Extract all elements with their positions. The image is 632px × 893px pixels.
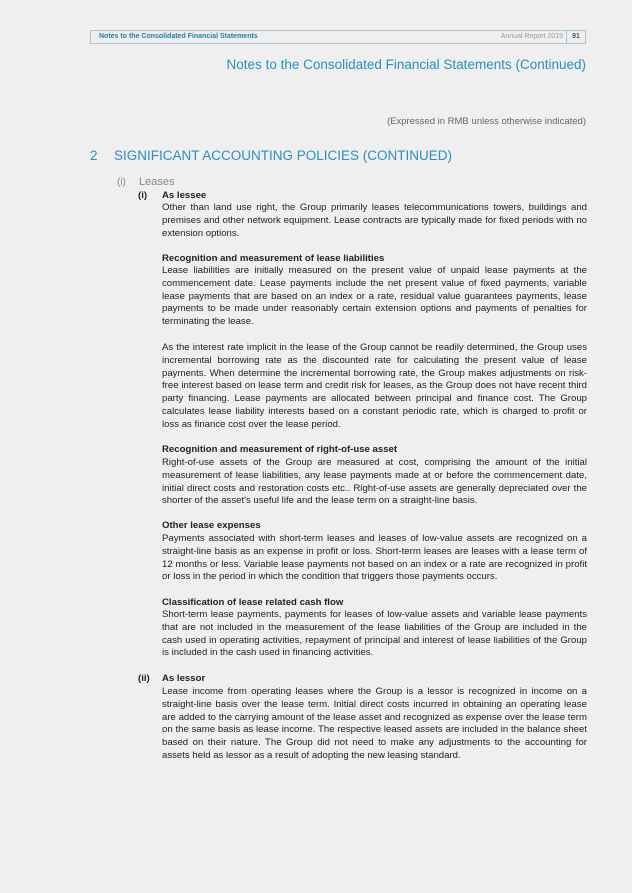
section-title: SIGNIFICANT ACCOUNTING POLICIES (CONTINUED) — [114, 148, 453, 163]
subsection-heading — [117, 176, 174, 188]
paragraph: Right-of-use assets of the Group are measured at cost, comprising the amount of the initial measurement of lease liabilities, any lease payments made at or before the commencement date, initial direct costs and restoration costs etc.. Right-of-use assets are generally depreciated over the shorter of the asset's useful life and the lease term on a straight-line basis. — [162, 457, 587, 507]
lessor-title: As lessor — [162, 673, 206, 684]
lessee-title: As lessee — [162, 190, 207, 201]
subheading: Classification of lease related cash flow — [162, 597, 344, 608]
paragraph: Lease liabilities are initially measured on the present value of unpaid lease payments at the commencement date. Lease payments include the net present value of fixed payments, variable lease payments that are based on an index or a rate, residual value guarantees payments, lease payments to be made under reasonably certain extension options and payments of penalties for terminating the lease. — [162, 265, 587, 328]
subheading: Recognition and measurement of right-of-use asset — [162, 444, 398, 455]
header-report: Annual Report 2019 — [500, 33, 563, 40]
currency-note: (Expressed in RMB unless otherwise indicated) — [386, 116, 586, 127]
page-number: 91 — [566, 31, 585, 43]
running-header — [90, 30, 586, 44]
paragraph: Short-term lease payments, payments for leases of low-value assets and variable lease payments that are not included in the measurement of the lease liabilities of the Group are included in the cash used in operating activities, repayment of principal and interest of lease liabilities of the Group is included in the cash used in financing activities. — [162, 609, 587, 659]
paragraph: Payments associated with short-term leases and leases of low-value assets are recognized on a straight-line basis as an expense in profit or loss. Short-term leases are leases with a lease term of 12 months or less. Variable lease payments not based on an index or a rate are recognized in profit or loss in the period in which the condition that triggers those payments occurs. — [162, 533, 587, 583]
paragraph: As the interest rate implicit in the lease of the Group cannot be readily determined, the Group uses incremental borrowing rate as the discounted rate for calculating the present value of lease payments. When determine the incremental borrowing rate, the Group makes adjustments on risk-free interest based on lease term and credit risk for leases, as the Group does not have recent third party financing. Lease payments are allocated between principal and finance cost. The Group calculates lease liability interests based on a constant periodic rate, which is charged to profit or loss as finance cost over the lease period. — [162, 342, 587, 430]
subheading: Recognition and measurement of lease liabilities — [162, 253, 385, 264]
paragraph: Lease income from operating leases where the Group is a lessor is recognized in income on a straight-line basis over the lease term. Initial direct costs incurred in obtaining an operating lease are added to the carrying amount of the lease asset and recognized as expense over the lease term on the same basis as lease income. The respective leased assets are included in the balance sheet based on their nature. The Group did not need to make any adjustments to the accounting for assets held as lessor as a result of adopting the new leasing standard. — [162, 686, 587, 761]
lessor-number: (ii) — [138, 673, 150, 684]
subheading: Other lease expenses — [162, 520, 261, 531]
subsection-number: (i) — [117, 177, 126, 188]
subsection-title: Leases — [139, 176, 175, 188]
section-heading — [90, 148, 452, 163]
header-section: Notes to the Consolidated Financial Statements — [99, 33, 258, 40]
section-number: 2 — [90, 148, 98, 163]
page-title: Notes to the Consolidated Financial Statements (Continued) — [226, 57, 586, 72]
paragraph: Other than land use right, the Group primarily leases telecommunications towers, buildings and premises and other network equipment. Lease contracts are typically made for fixed periods with no extension options. — [162, 202, 587, 239]
lessee-number: (i) — [138, 190, 148, 201]
